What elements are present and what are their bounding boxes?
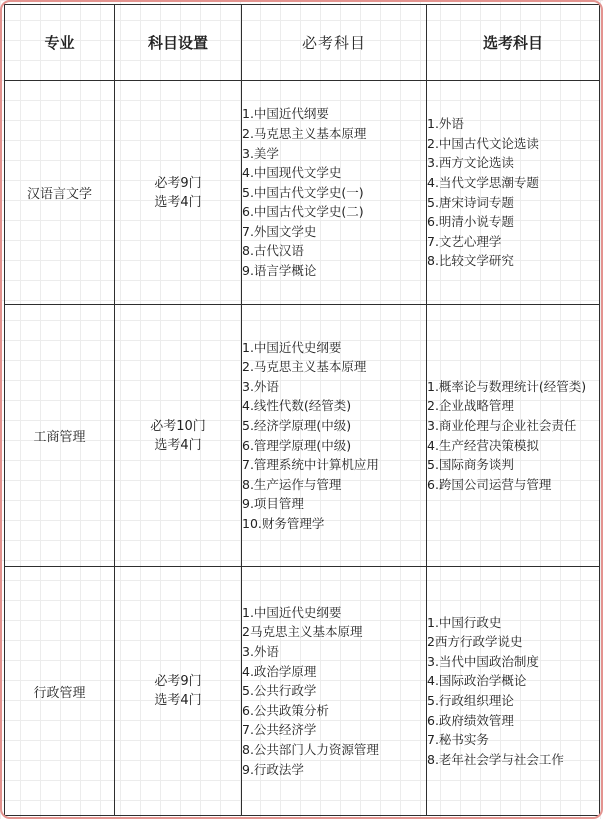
elective-courses-cell [427, 567, 600, 816]
setup-cell [115, 81, 242, 305]
list-item: 3.外语 [242, 644, 279, 660]
list-item: 4.生产经营决策模拟 [427, 437, 539, 453]
elective-course-list [427, 114, 599, 271]
list-item: 2.马克思主义基本原理 [242, 359, 367, 375]
header-required: 必考科目 [242, 5, 427, 81]
elective-course-list [427, 613, 599, 770]
list-item: 3.外语 [242, 378, 279, 394]
setup-elective-count: 选考4门 [154, 693, 202, 708]
list-item: 5.经济学原理(中级) [242, 417, 352, 433]
list-item: 6.公共政策分析 [242, 702, 329, 718]
list-item: 1.中国行政史 [427, 614, 502, 630]
list-item: 4.当代文学思潮专题 [427, 174, 539, 190]
required-course-list [242, 603, 426, 779]
list-item: 1.中国近代纲要 [242, 106, 329, 122]
list-item: 9.项目管理 [242, 496, 304, 512]
required-course-list [242, 338, 426, 534]
list-item: 4.政治学原理 [242, 663, 317, 679]
list-item: 2西方行政学说史 [427, 634, 523, 650]
major-cell: 工商管理 [5, 305, 115, 567]
elective-courses-cell [427, 81, 600, 305]
list-item: 10.财务管理学 [242, 515, 325, 531]
required-courses-cell [242, 305, 427, 567]
list-item: 8.比较文学研究 [427, 253, 514, 269]
setup-elective-count: 选考4门 [154, 437, 202, 453]
required-course-list [242, 104, 426, 280]
list-item: 2.马克思主义基本原理 [242, 125, 367, 141]
list-item: 5.公共行政学 [242, 683, 317, 699]
list-item: 6.中国古代文学史(二) [242, 204, 364, 220]
required-courses-cell [242, 567, 427, 816]
list-item: 4.中国现代文学史 [242, 165, 342, 181]
list-item: 5.唐宋诗词专题 [427, 194, 514, 210]
list-item: 4.国际政治学概论 [427, 673, 527, 689]
setup-cell [115, 305, 242, 567]
major-cell: 汉语言文学 [5, 81, 115, 305]
list-item: 7.文艺心理学 [427, 233, 502, 249]
list-item: 2.中国古代文论选读 [427, 135, 539, 151]
list-item: 1.外语 [427, 116, 464, 132]
list-item: 7.公共经济学 [242, 722, 317, 738]
required-courses-cell [242, 81, 427, 305]
list-item: 2马克思主义基本原理 [242, 624, 363, 640]
table-row [5, 567, 600, 816]
list-item: 9.行政法学 [242, 761, 304, 777]
list-item: 8.公共部门人力资源管理 [242, 741, 379, 757]
list-item: 6.管理学原理(中级) [242, 437, 352, 453]
header-setup: 科目设置 [115, 5, 242, 81]
list-item: 3.商业伦理与企业社会责任 [427, 417, 577, 433]
list-item: 6.跨国公司运营与管理 [427, 476, 552, 492]
major-cell: 行政管理 [5, 567, 115, 816]
elective-courses-cell [427, 305, 600, 567]
setup-required-count: 必考9门 [154, 674, 202, 689]
list-item: 8.古代汉语 [242, 243, 304, 259]
list-item: 1.概率论与数理统计(经管类) [427, 378, 587, 394]
list-item: 4.线性代数(经管类) [242, 398, 352, 414]
list-item: 1.中国近代史纲要 [242, 339, 342, 355]
setup-required-count: 必考10门 [150, 418, 206, 434]
list-item: 1.中国近代史纲要 [242, 604, 342, 620]
setup-cell [115, 567, 242, 816]
list-item: 7.管理系统中计算机应用 [242, 457, 379, 473]
table-row [5, 305, 600, 567]
list-item: 7.秘书实务 [427, 732, 489, 748]
list-item: 8.生产运作与管理 [242, 476, 342, 492]
list-item: 6.明清小说专题 [427, 214, 514, 230]
list-item: 6.政府绩效管理 [427, 712, 514, 728]
list-item: 7.外国文学史 [242, 223, 317, 239]
setup-elective-count: 选考4门 [154, 194, 202, 210]
list-item: 5.国际商务谈判 [427, 457, 514, 473]
list-item: 3.当代中国政治制度 [427, 653, 539, 669]
list-item: 9.语言学概论 [242, 263, 317, 279]
header-major: 专业 [5, 5, 115, 81]
header-elective: 选考科目 [427, 5, 600, 81]
table-header-row [5, 5, 600, 81]
list-item: 2.企业战略管理 [427, 398, 514, 414]
list-item: 8.老年社会学与社会工作 [427, 751, 564, 767]
list-item: 5.中国古代文学史(一) [242, 184, 364, 200]
setup-required-count: 必考9门 [154, 175, 202, 191]
list-item: 3.西方文论选读 [427, 155, 514, 171]
course-table [4, 4, 600, 816]
elective-course-list [427, 377, 599, 495]
list-item: 3.美学 [242, 145, 279, 161]
list-item: 5.行政组织理论 [427, 693, 514, 708]
table-row [5, 81, 600, 305]
